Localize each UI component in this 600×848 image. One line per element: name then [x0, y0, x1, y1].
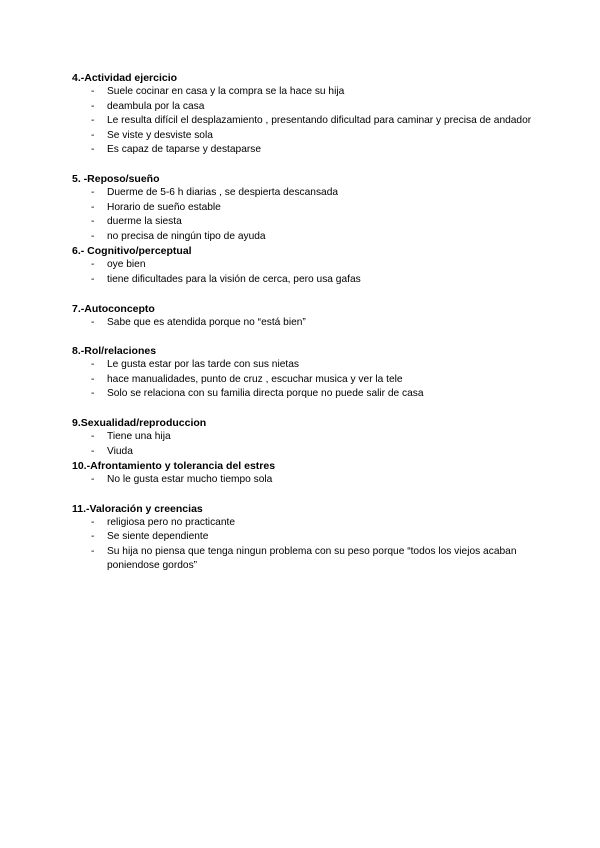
list-item [72, 215, 532, 230]
item-text: Tiene una hija [107, 430, 171, 442]
section-rol-relaciones [72, 344, 532, 402]
bullet-dash: - [91, 216, 95, 228]
item-list [72, 258, 532, 287]
item-text: tiene dificultades para la visión de cerca, pero usa gafas [107, 273, 361, 285]
item-text: Viuda [107, 445, 133, 457]
item-text: religiosa pero no practicante [107, 516, 235, 528]
list-item [72, 473, 532, 488]
item-text: Le gusta estar por las tarde con sus nietas [107, 359, 299, 371]
item-text: Suele cocinar en casa y la compra se la hace su hija [107, 86, 345, 97]
bullet-dash: - [91, 129, 95, 141]
item-list [72, 85, 532, 158]
section-afrontamiento [72, 459, 532, 488]
item-text: Su hija no piensa que tenga ningun problema con su peso porque “todos los viejos acaban poniendose gordos” [107, 545, 517, 572]
bullet-dash: - [91, 115, 95, 127]
item-text: Sabe que es atendida porque no “está bien” [107, 316, 306, 328]
list-item [72, 373, 532, 388]
section-sexualidad-reproduccion [72, 416, 532, 459]
bullet-dash: - [91, 373, 95, 385]
item-text: Horario de sueño estable [107, 201, 221, 213]
section-heading: 11.-Valoración y creencias [72, 502, 203, 515]
bullet-dash: - [91, 430, 95, 442]
list-item [72, 114, 532, 129]
section-heading: 5. -Reposo/sueño [72, 172, 160, 185]
list-item [72, 445, 532, 460]
section-actividad-ejercicio [72, 71, 532, 158]
section-heading: 10.-Afrontamiento y tolerancia del estres [72, 460, 276, 473]
item-list [72, 430, 532, 459]
item-list [72, 473, 532, 488]
list-item [72, 387, 532, 402]
bullet-dash: - [91, 445, 95, 457]
section-valoracion-creencias [72, 502, 532, 574]
list-item [72, 201, 532, 216]
bullet-dash: - [91, 359, 95, 371]
list-item [72, 186, 532, 201]
bullet-dash: - [91, 273, 95, 285]
item-text: Se viste y desviste sola [107, 129, 213, 141]
item-text: hace manualidades, punto de cruz , escuchar musica y ver la tele [107, 373, 403, 385]
section-cognitivo-perceptual [72, 244, 532, 287]
list-item [72, 316, 532, 331]
list-item [72, 85, 532, 100]
bullet-dash: - [91, 516, 95, 528]
section-heading: 6.- Cognitivo/perceptual [72, 245, 192, 258]
item-text: Duerme de 5-6 h diarias , se despierta descansada [107, 186, 339, 198]
item-text: oye bien [107, 259, 146, 271]
section-reposo-sueno [72, 172, 532, 244]
list-item [72, 273, 532, 288]
bullet-dash: - [91, 259, 95, 271]
item-text: Es capaz de taparse y destaparse [107, 144, 262, 156]
item-text: deambula por la casa [107, 100, 205, 112]
bullet-dash: - [91, 388, 95, 400]
item-list [72, 186, 532, 244]
list-item [72, 143, 532, 158]
section-heading: 9.Sexualidad/reproduccion [72, 416, 207, 429]
bullet-dash: - [91, 545, 95, 557]
section-heading: 4.-Actividad ejercicio [72, 72, 178, 84]
list-item [72, 358, 532, 373]
section-heading: 8.-Rol/relaciones [72, 345, 157, 358]
item-text: duerme la siesta [107, 216, 182, 228]
list-item [72, 100, 532, 115]
item-list [72, 316, 532, 331]
list-item [72, 530, 532, 545]
bullet-dash: - [91, 86, 95, 97]
list-item [72, 230, 532, 245]
bullet-dash: - [91, 316, 95, 328]
list-item [72, 516, 532, 531]
bullet-dash: - [91, 144, 95, 156]
item-text: Le resulta difícil el desplazamiento , presentando dificultad para caminar y precisa de andador [107, 115, 532, 127]
list-item [72, 258, 532, 273]
item-list [72, 358, 532, 402]
list-item [72, 129, 532, 144]
list-item [72, 430, 532, 445]
item-text: Se siente dependiente [107, 531, 209, 543]
section-autoconcepto [72, 302, 532, 331]
list-item [72, 545, 532, 574]
bullet-dash: - [91, 100, 95, 112]
item-text: no precisa de ningún tipo de ayuda [107, 230, 266, 242]
item-text: No le gusta estar mucho tiempo sola [107, 474, 273, 486]
bullet-dash: - [91, 186, 95, 198]
bullet-dash: - [91, 230, 95, 242]
bullet-dash: - [91, 201, 95, 213]
item-list [72, 516, 532, 574]
section-heading: 7.-Autoconcepto [72, 302, 155, 315]
bullet-dash: - [91, 531, 95, 543]
document-content [72, 71, 532, 574]
item-text: Solo se relaciona con su familia directa porque no puede salir de casa [107, 388, 424, 400]
bullet-dash: - [91, 474, 95, 486]
